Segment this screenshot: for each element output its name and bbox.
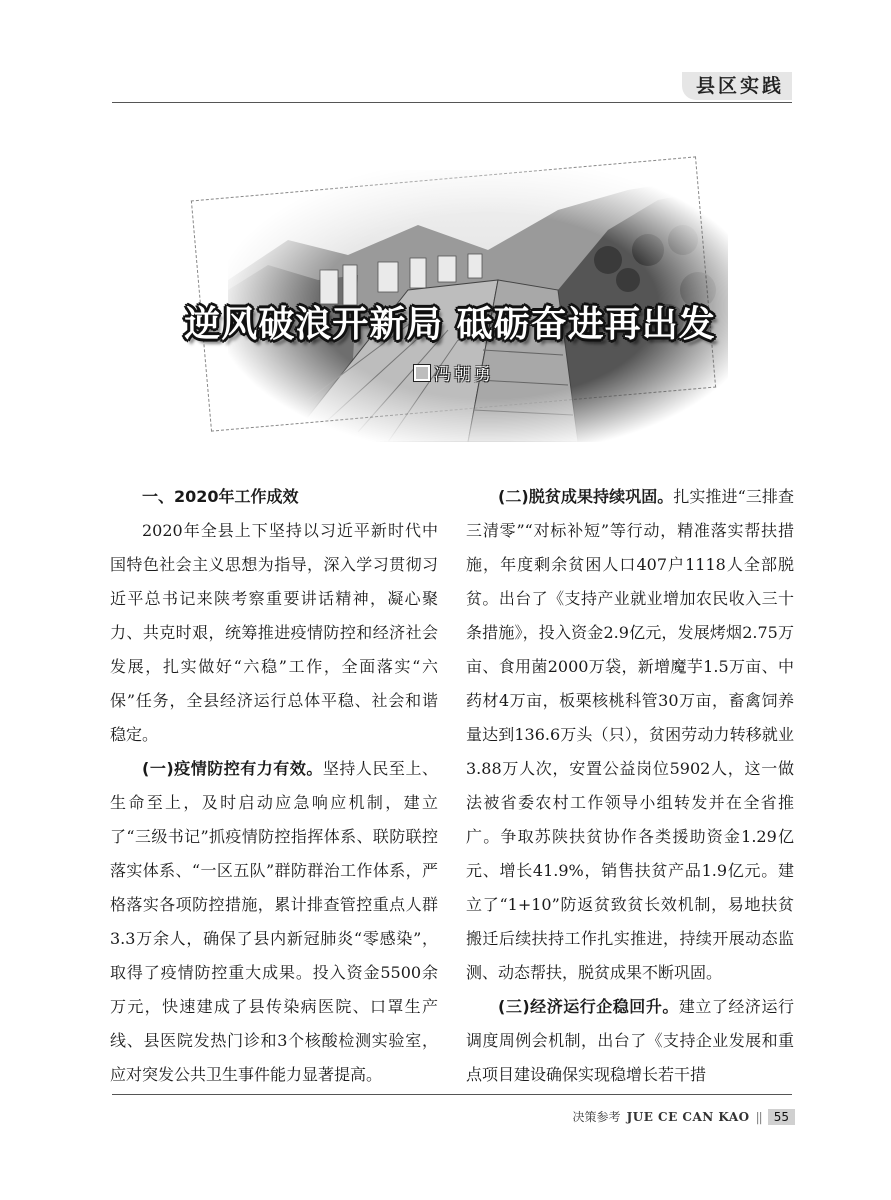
article-title: 逆风破浪开新局 砥砺奋进再出发	[184, 304, 716, 345]
subsection-text-1: 坚持人民至上、生命至上，及时启动应急响应机制，建立了“三级书记”抓疫情防控指挥体系、联防联控落实体系、“一区五队”群防群治工作体系，严格落实各项防控措施，累计排查管控重点人群3.3万余人，确保了县内新冠肺炎“零感染”，取得了疫情防控重大成果。投入资金5500余万元，快速建成了县传染病医院、口罩生产线、县医院发热门诊和3个核酸检测实验室，应对突发公共卫生事件能力显著提高。	[110, 759, 438, 1084]
author-name: 冯朝勇	[434, 365, 494, 385]
header-divider	[112, 102, 792, 103]
subsection-text-3: 建立了经济运行调度周例会机制，出台了《支持企业发展和重点项目建设确保实现稳增长若干措	[466, 997, 794, 1084]
intro-paragraph: 2020年全县上下坚持以习近平新时代中国特色社会主义思想为指导，深入学习贯彻习近平总书记来陕考察重要讲话精神，凝心聚力、共克时艰，统筹推进疫情防控和经济社会发展，扎实做好“六稳”工作，全面落实“六保”任务，全县经济运行总体平稳、社会和谐稳定。	[110, 521, 438, 744]
left-column	[110, 480, 438, 1092]
section-tag: 县区实践	[682, 72, 792, 100]
subsection-text-2: 扎实推进“三排查三清零”“对标补短”等行动，精准落实帮扶措施，年度剩余贫困人口407户1118人全部脱贫。出台了《支持产业就业增加农民收入三十条措施》，投入资金2.9亿元，发展烤烟2.75万亩、食用菌2000万袋，新增魔芋1.5万亩、中药材4万亩，板栗核桃科管30万亩，畜禽饲养量达到136.6万头（只），贫困劳动力转移就业3.88万人次，安置公益岗位5902人，这一做法被省委农村工作领导小组转发并在全省推广。争取苏陕扶贫协作各类援助资金1.29亿元、增长41.9%，销售扶贫产品1.9亿元。建立了“1+10”防返贫致贫长效机制，易地扶贫搬迁后续扶持工作扎实推进，持续开展动态监测、动态帮扶，脱贫成果不断巩固。	[466, 487, 794, 982]
subsection-title-1: (一)疫情防控有力有效。	[142, 759, 323, 778]
subsection-paragraph-2	[466, 480, 794, 990]
subsection-title-2: (二)脱贫成果持续巩固。	[498, 487, 674, 506]
right-column	[466, 480, 794, 1092]
section-heading: 一、2020年工作成效	[142, 487, 299, 506]
double-bar-icon: ||	[755, 1109, 762, 1124]
journal-name-cn: 决策参考	[572, 1110, 621, 1124]
square-bullet-icon	[414, 365, 430, 381]
author-byline	[414, 360, 524, 385]
subsection-title-3: (三)经济运行企稳回升。	[498, 997, 679, 1016]
footer-divider	[112, 1094, 792, 1095]
journal-name-en: JUE CE CAN KAO	[626, 1109, 750, 1124]
page-number: 55	[768, 1109, 795, 1125]
subsection-paragraph-1	[110, 752, 438, 1092]
page-footer	[573, 1108, 795, 1125]
subsection-paragraph-3	[466, 990, 794, 1092]
